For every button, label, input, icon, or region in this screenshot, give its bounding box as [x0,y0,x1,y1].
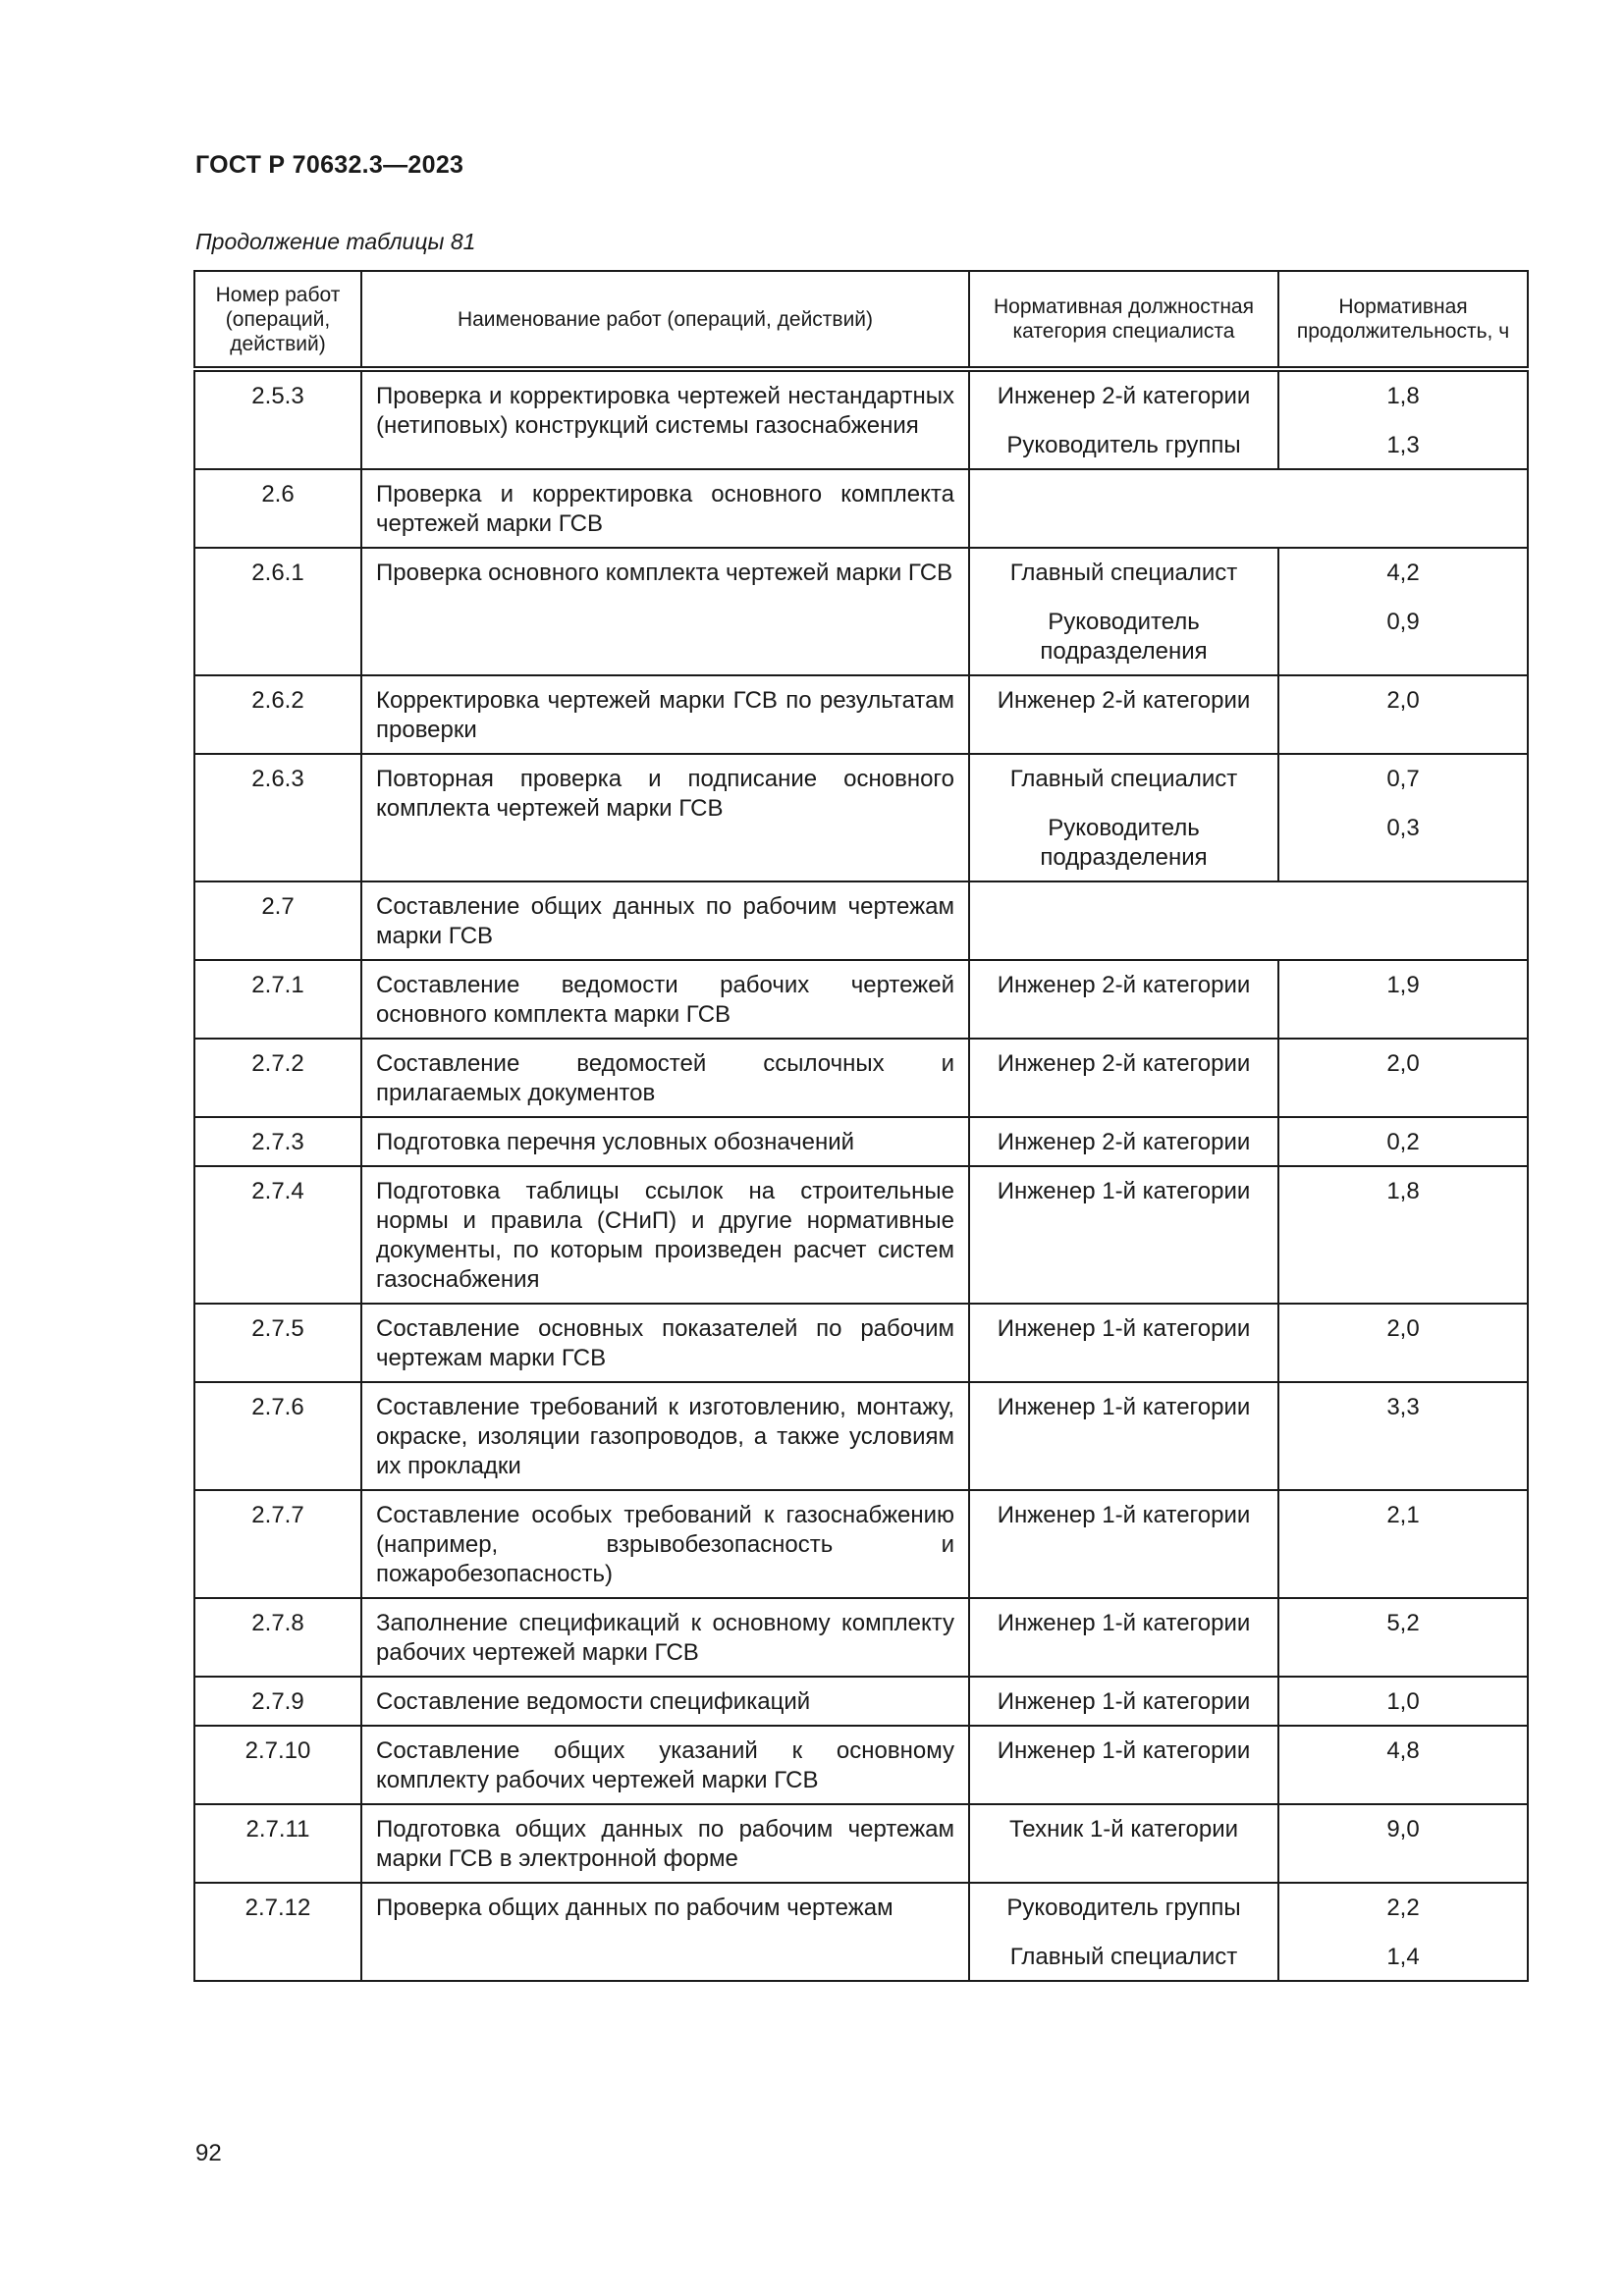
work-name-cell: Проверка и корректировка основного комплекта чертежей марки ГСВ [361,469,969,548]
work-name-cell: Проверка основного комплекта чертежей марки ГСВ [361,548,969,675]
specialist-category: Инженер 1-й категории [997,1502,1251,1528]
empty-spanning-cell [969,469,1528,548]
specialist-category-cell [969,1117,1278,1166]
work-name-cell: Составление особых требований к газоснабжению (например, взрывобезопасность и пожаробезопасность) [361,1490,969,1598]
duration-value: 1,3 [1386,432,1420,458]
work-name-cell: Повторная проверка и подписание основного комплекта чертежей марки ГСВ [361,754,969,881]
specialist-category-cell [969,1883,1278,1981]
table-header-row [194,271,1528,369]
work-name-cell: Подготовка таблицы ссылок на строительные нормы и правила (СНиП) и другие нормативные документы, по которым произведен расчет систем газоснабжения [361,1166,969,1304]
work-name-cell: Проверка и корректировка чертежей нестандартных (нетиповых) конструкций системы газоснабжения [361,369,969,469]
duration-value: 0,2 [1386,1129,1420,1155]
specialist-category: Инженер 1-й категории [997,1688,1251,1715]
page-number: 92 [195,2140,222,2166]
document-standard-header: ГОСТ Р 70632.3—2023 [195,151,464,179]
table-body [194,369,1528,1981]
duration-value: 2,0 [1386,1315,1420,1342]
table-row [194,1490,1528,1598]
work-number-cell: 2.7 [194,881,361,960]
table-row [194,1677,1528,1726]
specialist-category: Инженер 2-й категории [997,687,1251,714]
specialist-category: Инженер 2-й категории [997,1050,1251,1077]
specialist-category-cell [969,960,1278,1039]
specialist-category: Руководитель подразделения [1040,609,1208,665]
work-name-cell: Корректировка чертежей марки ГСВ по результатам проверки [361,675,969,754]
specialist-category: Руководитель группы [1006,1895,1241,1921]
work-number-cell: 2.7.1 [194,960,361,1039]
work-number-cell: 2.7.7 [194,1490,361,1598]
duration-cell [1278,1304,1528,1382]
table-row [194,1117,1528,1166]
work-number-cell: 2.5.3 [194,369,361,469]
work-name-cell: Составление ведомости спецификаций [361,1677,969,1726]
duration-value: 5,2 [1386,1610,1420,1636]
duration-value: 3,3 [1386,1394,1420,1420]
work-number-cell: 2.6.2 [194,675,361,754]
work-number-cell: 2.7.4 [194,1166,361,1304]
specialist-category-cell [969,1726,1278,1804]
work-number-cell: 2.7.12 [194,1883,361,1981]
specialist-category-cell [969,754,1278,881]
table-caption: Продолжение таблицы 81 [195,229,476,254]
specialist-category-cell [969,1304,1278,1382]
norms-table [193,270,1529,1982]
duration-value: 1,4 [1386,1944,1420,1970]
duration-value: 1,0 [1386,1688,1420,1715]
work-number-cell: 2.6 [194,469,361,548]
table-row [194,1039,1528,1117]
empty-spanning-cell [969,881,1528,960]
table-row [194,469,1528,548]
duration-cell [1278,1883,1528,1981]
work-number-cell: 2.7.8 [194,1598,361,1677]
work-name-cell: Составление ведомостей ссылочных и прилагаемых документов [361,1039,969,1117]
work-number-cell: 2.7.2 [194,1039,361,1117]
duration-value: 0,9 [1386,609,1420,635]
header-specialist-category: Нормативная должностная категория специалиста [969,271,1278,369]
work-name-cell: Составление ведомости рабочих чертежей основного комплекта марки ГСВ [361,960,969,1039]
specialist-category-cell [969,1598,1278,1677]
duration-cell [1278,1804,1528,1883]
duration-cell [1278,675,1528,754]
duration-cell [1278,1117,1528,1166]
duration-value: 4,2 [1386,560,1420,586]
work-number-cell: 2.6.1 [194,548,361,675]
table-row [194,1304,1528,1382]
duration-cell [1278,1490,1528,1598]
table-row [194,1166,1528,1304]
specialist-category: Инженер 1-й категории [997,1394,1251,1420]
duration-cell [1278,754,1528,881]
specialist-category: Главный специалист [1009,766,1238,792]
table-row [194,1726,1528,1804]
duration-value: 4,8 [1386,1737,1420,1764]
duration-value: 0,3 [1386,815,1420,841]
specialist-category-cell [969,1804,1278,1883]
duration-cell [1278,1382,1528,1490]
work-number-cell: 2.6.3 [194,754,361,881]
duration-cell [1278,548,1528,675]
duration-cell [1278,369,1528,469]
table-row [194,881,1528,960]
table-row [194,548,1528,675]
specialist-category: Техник 1-й категории [1008,1816,1239,1842]
duration-value: 2,0 [1386,687,1420,714]
duration-value: 2,2 [1386,1895,1420,1921]
table-row [194,369,1528,469]
work-number-cell: 2.7.5 [194,1304,361,1382]
specialist-category-cell [969,548,1278,675]
specialist-category-cell [969,369,1278,469]
specialist-category: Инженер 1-й категории [997,1178,1251,1204]
table-row [194,1382,1528,1490]
duration-value: 9,0 [1386,1816,1420,1842]
work-name-cell: Составление общих указаний к основному комплекту рабочих чертежей марки ГСВ [361,1726,969,1804]
work-name-cell: Заполнение спецификаций к основному комплекту рабочих чертежей марки ГСВ [361,1598,969,1677]
specialist-category: Инженер 1-й категории [997,1315,1251,1342]
specialist-category: Руководитель группы [1006,432,1241,458]
specialist-category: Руководитель подразделения [1040,815,1208,871]
work-name-cell: Проверка общих данных по рабочим чертежам [361,1883,969,1981]
work-name-cell: Составление основных показателей по рабочим чертежам марки ГСВ [361,1304,969,1382]
header-work-name: Наименование работ (операций, действий) [361,271,969,369]
table-row [194,960,1528,1039]
table-row [194,1883,1528,1981]
duration-value: 1,8 [1386,383,1420,409]
table-row [194,1804,1528,1883]
work-number-cell: 2.7.6 [194,1382,361,1490]
specialist-category: Инженер 2-й категории [997,383,1251,409]
header-work-number: Номер работ (операций, действий) [194,271,361,369]
duration-cell [1278,1677,1528,1726]
specialist-category: Инженер 2-й категории [997,972,1251,998]
duration-cell [1278,1039,1528,1117]
duration-cell [1278,1598,1528,1677]
duration-value: 2,0 [1386,1050,1420,1077]
specialist-category-cell [969,1677,1278,1726]
duration-value: 1,8 [1386,1178,1420,1204]
work-name-cell: Составление общих данных по рабочим чертежам марки ГСВ [361,881,969,960]
work-name-cell: Составление требований к изготовлению, монтажу, окраске, изоляции газопроводов, а также условиям их прокладки [361,1382,969,1490]
specialist-category-cell [969,1490,1278,1598]
specialist-category: Инженер 2-й категории [997,1129,1251,1155]
work-number-cell: 2.7.11 [194,1804,361,1883]
duration-value: 1,9 [1386,972,1420,998]
duration-value: 0,7 [1386,766,1420,792]
duration-cell [1278,960,1528,1039]
specialist-category: Главный специалист [1009,1944,1238,1970]
duration-cell [1278,1166,1528,1304]
table-row [194,754,1528,881]
work-number-cell: 2.7.10 [194,1726,361,1804]
specialist-category-cell [969,1166,1278,1304]
table-row [194,675,1528,754]
duration-value: 2,1 [1386,1502,1420,1528]
work-name-cell: Подготовка общих данных по рабочим чертежам марки ГСВ в электронной форме [361,1804,969,1883]
duration-cell [1278,1726,1528,1804]
specialist-category-cell [969,675,1278,754]
work-number-cell: 2.7.3 [194,1117,361,1166]
table-row [194,1598,1528,1677]
specialist-category: Инженер 1-й категории [997,1737,1251,1764]
header-duration: Нормативная продолжительность, ч [1278,271,1528,369]
specialist-category-cell [969,1382,1278,1490]
work-name-cell: Подготовка перечня условных обозначений [361,1117,969,1166]
specialist-category: Инженер 1-й категории [997,1610,1251,1636]
specialist-category-cell [969,1039,1278,1117]
work-number-cell: 2.7.9 [194,1677,361,1726]
specialist-category: Главный специалист [1009,560,1238,586]
